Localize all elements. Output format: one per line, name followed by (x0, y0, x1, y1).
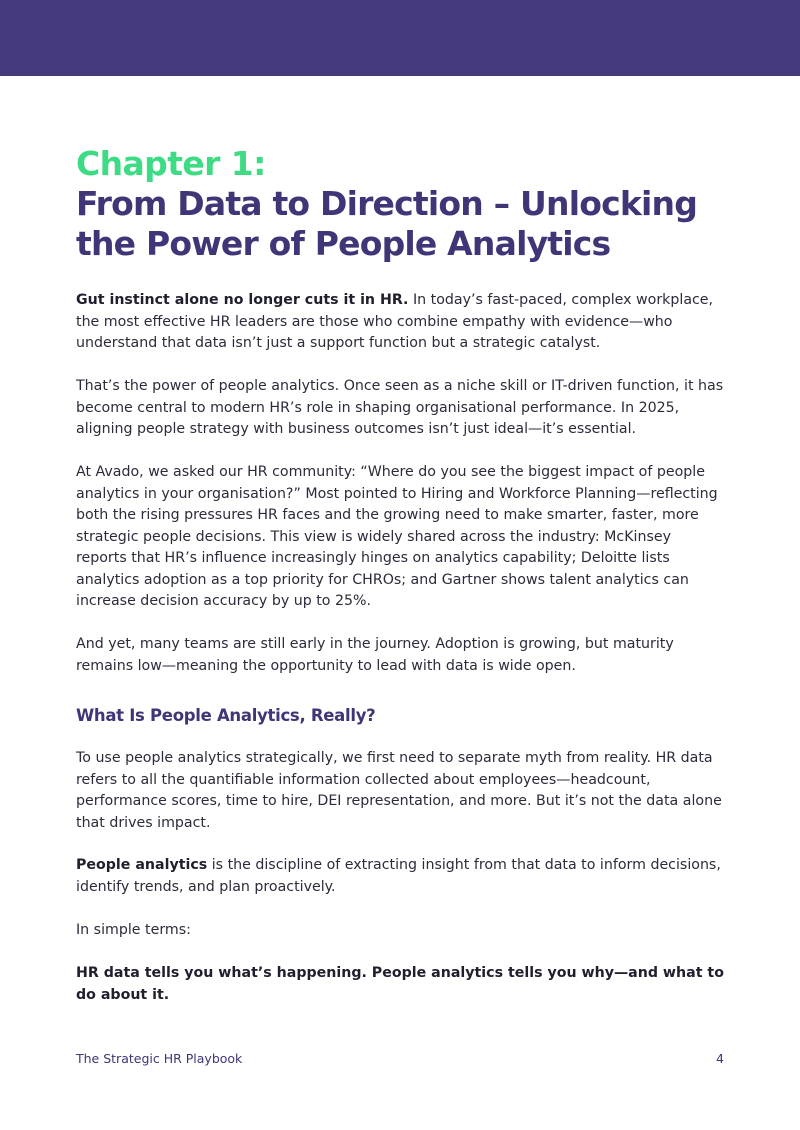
intro-text: In today’s fast-paced, complex workplace, the most effective HR leaders are those who combine empathy with evidence—who understand that data isn’t just a support function but a strategic catalyst. (76, 292, 714, 351)
intro-paragraph (76, 290, 726, 355)
chapter-label: Chapter 1: (76, 144, 266, 183)
key-takeaway: HR data tells you what’s happening. People analytics tells you why—and what to do about it. (76, 965, 724, 1003)
footer-title: The Strategic HR Playbook (76, 1051, 243, 1066)
intro-bold: Gut instinct alone no longer cuts it in HR. (76, 292, 409, 308)
paragraph-4: And yet, many teams are still early in the journey. Adoption is growing, but maturity remains low—meaning the opportunity to lead with data is wide open. (76, 636, 674, 674)
header-band (0, 0, 800, 76)
title-line-2: the Power of People Analytics (76, 224, 611, 263)
p6-bold: People analytics (76, 857, 208, 873)
paragraph-5: To use people analytics strategically, we first need to separate myth from reality. HR data refers to all the quantifiable information collected about employees—headcount, performance scores, time to hire, DEI representation, and more. But it’s not the data alone that drives impact. (76, 750, 722, 831)
paragraph-7: In simple terms: (76, 922, 191, 938)
paragraph-3: At Avado, we asked our HR community: “Where do you see the biggest impact of people analytics in your organisation?” Most pointed to Hiring and Workforce Planning—reflecting both the rising pressures HR faces and the growing need to make smarter, faster, more strategic people decisions. This view is widely shared across the industry: McKinsey reports that HR’s influence increasingly hinges on analytics capability; Deloitte lists analytics adoption as a top priority for CHROs; and Gartner shows talent analytics can increase decision accuracy by up to 25%. (76, 464, 718, 609)
title-line-1: From Data to Direction – Unlocking (76, 184, 698, 223)
page-number: 4 (716, 1051, 724, 1066)
paragraph-6 (76, 855, 726, 898)
p6-text: is the discipline of extracting insight from that data to inform decisions, identify trends, and plan proactively. (76, 857, 721, 895)
section-heading: What Is People Analytics, Really? (76, 706, 376, 725)
paragraph-2: That’s the power of people analytics. Once seen as a niche skill or IT-driven function, it has become central to modern HR’s role in shaping organisational performance. In 2025, aligning people strategy with business outcomes isn’t just ideal—it’s essential. (76, 378, 724, 437)
page-title (76, 184, 726, 264)
